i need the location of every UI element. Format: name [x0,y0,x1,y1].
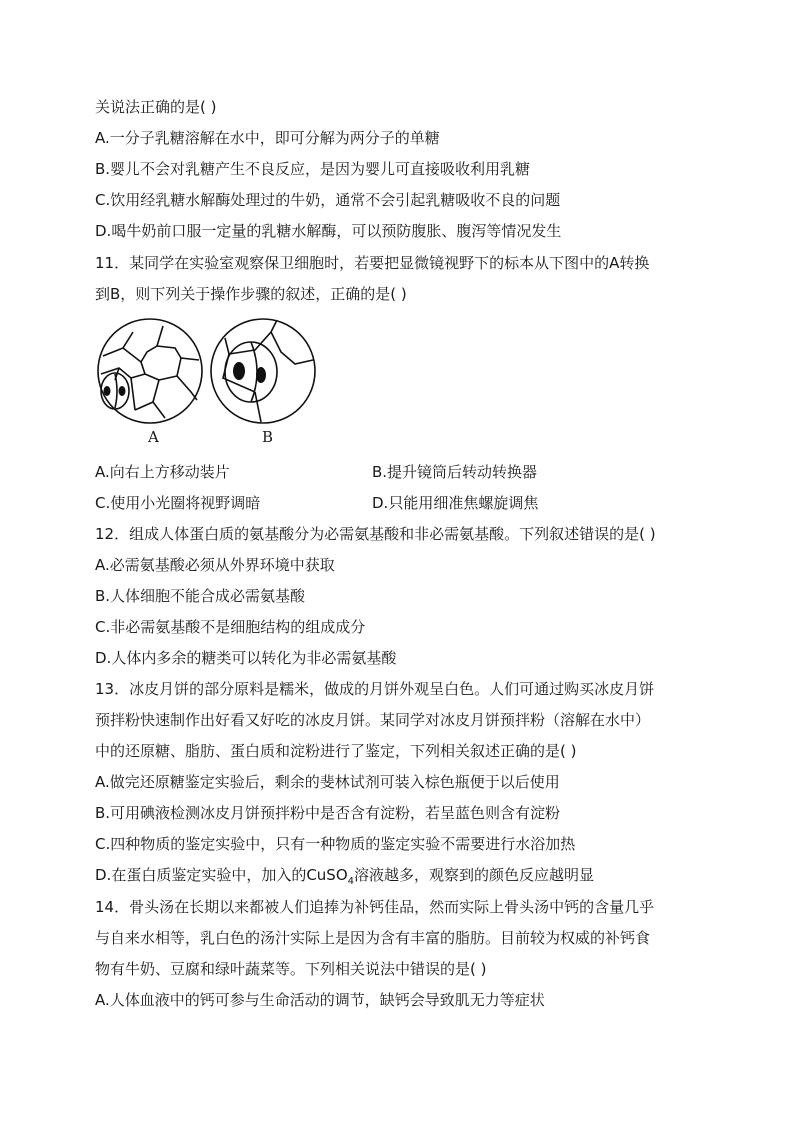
figure-label-b: B [262,428,274,446]
view-a-circle [98,319,202,423]
q13-option-a: A.做完还原糖鉴定实验后，剩余的斐林试剂可装入棕色瓶便于以后使用 [95,773,560,791]
view-a-nucleus-left [104,386,111,396]
q13-stem-line2: 预拌粉快速制作出好看又好吃的冰皮月饼。某同学对冰皮月饼预拌粉（溶解在水中） [95,711,651,729]
q10-option-b: B.婴儿不会对乳糖产生不良反应，是因为婴儿可直接吸收利用乳糖 [95,160,531,178]
figure-label-a: A [148,428,159,446]
microscope-views-drawing [95,318,335,428]
q14-stem-line2: 与自来水相等，乳白色的汤汁实际上是因为含有丰富的脂肪。目前较为权威的补钙食 [95,929,651,947]
microscope-figure [95,318,335,448]
q10-stem-tail: 关说法正确的是( ) [95,98,217,116]
q13-stem-line3: 中的还原糖、脂肪、蛋白质和淀粉进行了鉴定，下列相关叙述正确的是( ) [95,742,577,760]
q13-option-d-subscript: 4 [347,876,355,887]
q12-option-a: A.必需氨基酸必须从外界环境中获取 [95,556,335,574]
q12-option-c: C.非必需氨基酸不是细胞结构的组成成分 [95,618,366,636]
view-b-nucleus-right [256,367,266,383]
q10-option-a: A.一分子乳糖溶解在水中，即可分解为两分子的单糖 [95,129,440,147]
q10-option-d: D.喝牛奶前口服一定量的乳糖水解酶，可以预防腹胀、腹泻等情况发生 [95,222,562,240]
q11-option-row-1 [95,462,715,482]
q12-stem: 12．组成人体蛋白质的氨基酸分为必需氨基酸和非必需氨基酸。下列叙述错误的是( ) [95,525,656,543]
q10-option-c: C.饮用经乳糖水解酶处理过的牛奶，通常不会引起乳糖吸收不良的问题 [95,191,561,209]
q13-option-c: C.四种物质的鉴定实验中，只有一种物质的鉴定实验不需要进行水浴加热 [95,835,576,853]
q11-option-b: B.提升镜筒后转动转换器 [372,463,538,481]
q12-option-b: B.人体细胞不能合成必需氨基酸 [95,587,306,605]
q11-stem-line1: 11．某同学在实验室观察保卫细胞时，若要把显微镜视野下的标本从下图中的A转换 [95,254,650,272]
q13-option-b: B.可用碘液检测冰皮月饼预拌粉中是否含有淀粉，若呈蓝色则含有淀粉 [95,804,561,822]
q13-option-d-after: 溶液越多，观察到的颜色反应越明显 [354,866,595,884]
q14-option-a: A.人体血液中的钙可参与生命活动的调节，缺钙会导致肌无力等症状 [95,991,545,1009]
q11-option-d: D.只能用细准焦螺旋调焦 [372,494,539,512]
q13-stem-line1: 13．冰皮月饼的部分原料是糯米，做成的月饼外观呈白色。人们可通过购买冰皮月饼 [95,680,655,698]
view-b-nucleus-left [233,362,245,380]
q12-option-d: D.人体内多余的糖类可以转化为非必需氨基酸 [95,649,397,667]
q14-stem-line1: 14．骨头汤在长期以来都被人们追捧为补钙佳品，然而实际上骨头汤中钙的含量几乎 [95,898,655,916]
q13-option-d-before: D.在蛋白质鉴定实验中，加入的CuSO [95,866,348,884]
q11-option-a: A.向右上方移动装片 [95,463,230,481]
view-a-nucleus-right [119,386,126,396]
q11-option-row-2 [95,493,715,513]
q11-stem-line2: 到B，则下列关于操作步骤的叙述，正确的是( ) [95,285,407,303]
q14-stem-line3: 物有牛奶、豆腐和绿叶蔬菜等。下列相关说法中错误的是( ) [95,960,487,978]
q11-option-c: C.使用小光圈将视野调暗 [95,494,261,512]
q13-option-d [95,865,594,885]
